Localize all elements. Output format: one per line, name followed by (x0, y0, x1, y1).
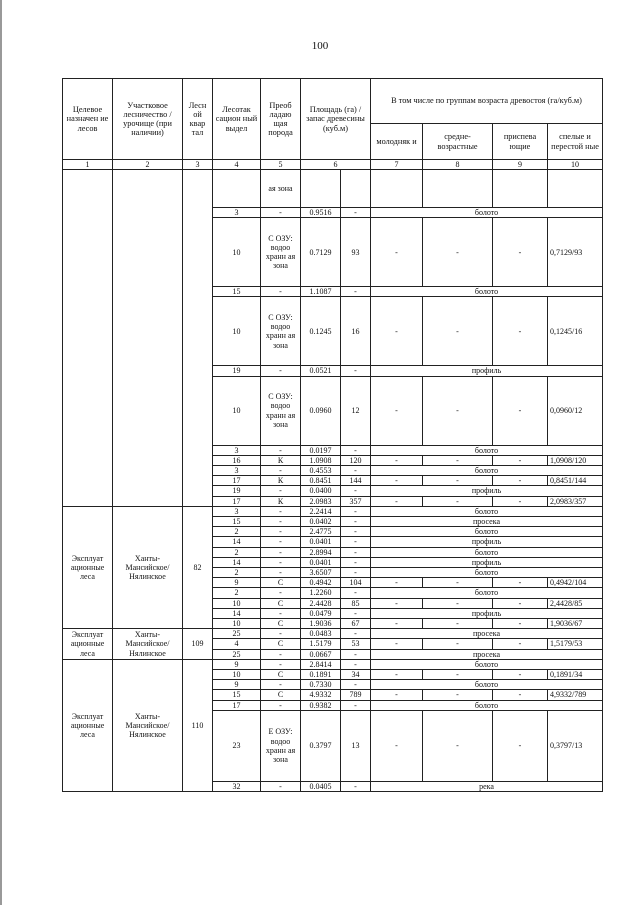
plot-cell (213, 170, 261, 208)
mature-cell: 1,5179/53 (548, 639, 603, 649)
stock-cell: 13 (341, 710, 371, 781)
species-cell: - (261, 287, 301, 297)
area-cell: 0.0405 (301, 781, 341, 791)
header-quarter: Лесн ой квар тал (183, 79, 213, 160)
plot-cell: 17 (213, 700, 261, 710)
area-cell: 1.9036 (301, 619, 341, 629)
quarter-cell: 110 (183, 659, 213, 791)
pre-mature-cell: - (493, 598, 548, 608)
stock-cell (341, 170, 371, 208)
mature-cell: 2,0983/357 (548, 496, 603, 506)
pre-mature-cell: - (493, 297, 548, 366)
area-cell: 0.3797 (301, 710, 341, 781)
young-cell: - (371, 496, 423, 506)
pre-mature-cell: - (493, 376, 548, 445)
table-row (63, 629, 603, 639)
land-type-cell: болото (371, 700, 603, 710)
plot-cell: 19 (213, 366, 261, 376)
col-number: 5 (261, 160, 301, 170)
species-cell: - (261, 208, 301, 218)
plot-cell: 2 (213, 568, 261, 578)
area-cell: 0.0667 (301, 649, 341, 659)
species-cell: - (261, 547, 301, 557)
stock-cell: 53 (341, 639, 371, 649)
species-cell: - (261, 445, 301, 455)
young-cell: - (371, 710, 423, 781)
plot-cell: 14 (213, 537, 261, 547)
land-type-cell: профиль (371, 537, 603, 547)
stock-cell: - (341, 608, 371, 618)
stock-cell: - (341, 208, 371, 218)
young-cell: - (371, 376, 423, 445)
middle-age-cell: - (423, 476, 493, 486)
land-type-cell: просека (371, 629, 603, 639)
col-number: 9 (493, 160, 548, 170)
quarter-cell (183, 170, 213, 507)
stock-cell: 16 (341, 297, 371, 366)
col-number: 7 (371, 160, 423, 170)
species-cell: - (261, 588, 301, 598)
plot-cell: 3 (213, 466, 261, 476)
area-cell: 0.4553 (301, 466, 341, 476)
table-row (63, 506, 603, 516)
pre-mature-cell: - (493, 710, 548, 781)
species-cell: - (261, 527, 301, 537)
land-type-cell: профиль (371, 557, 603, 567)
species-cell: С (261, 690, 301, 700)
stock-cell: - (341, 588, 371, 598)
plot-cell: 9 (213, 680, 261, 690)
stock-cell: 34 (341, 670, 371, 680)
middle-age-cell: - (423, 670, 493, 680)
area-cell: 2.0983 (301, 496, 341, 506)
land-type-cell: болото (371, 659, 603, 669)
land-type-cell: болото (371, 287, 603, 297)
area-cell: 0.0521 (301, 366, 341, 376)
stock-cell: - (341, 781, 371, 791)
species-cell: - (261, 649, 301, 659)
pre-mature-cell: - (493, 690, 548, 700)
plot-cell: 10 (213, 619, 261, 629)
plot-cell: 3 (213, 445, 261, 455)
area-cell: 0.0479 (301, 608, 341, 618)
area-cell: 2.8414 (301, 659, 341, 669)
stock-cell: 357 (341, 496, 371, 506)
plot-cell: 15 (213, 517, 261, 527)
species-cell: - (261, 517, 301, 527)
stock-cell: 85 (341, 598, 371, 608)
plot-cell: 10 (213, 376, 261, 445)
species-cell: С (261, 670, 301, 680)
stock-cell: - (341, 547, 371, 557)
header-pre-mature: приспева ющие (493, 124, 548, 160)
species-cell: С (261, 639, 301, 649)
stock-cell: - (341, 537, 371, 547)
land-type-cell: просека (371, 517, 603, 527)
area-cell: 0.9382 (301, 700, 341, 710)
stock-cell: - (341, 466, 371, 476)
young-cell (371, 170, 423, 208)
middle-age-cell: - (423, 218, 493, 287)
stock-cell: 144 (341, 476, 371, 486)
pre-mature-cell: - (493, 476, 548, 486)
forest-table (62, 78, 603, 792)
land-type-cell: профиль (371, 366, 603, 376)
col-number: 3 (183, 160, 213, 170)
area-cell: 0.8451 (301, 476, 341, 486)
header-mature: спелые и перестой ные (548, 124, 603, 160)
middle-age-cell: - (423, 710, 493, 781)
middle-age-cell: - (423, 578, 493, 588)
stock-cell: - (341, 568, 371, 578)
col-number: 4 (213, 160, 261, 170)
species-cell: С ОЗУ: водоо хранн ая зона (261, 218, 301, 287)
species-cell: К (261, 455, 301, 465)
area-cell: 1.0908 (301, 455, 341, 465)
stock-cell: - (341, 629, 371, 639)
middle-age-cell: - (423, 455, 493, 465)
mature-cell (548, 170, 603, 208)
species-cell: - (261, 557, 301, 567)
stock-cell: - (341, 506, 371, 516)
mature-cell: 2,4428/85 (548, 598, 603, 608)
stock-cell: - (341, 287, 371, 297)
plot-cell: 17 (213, 496, 261, 506)
species-cell: - (261, 466, 301, 476)
pre-mature-cell: - (493, 619, 548, 629)
middle-age-cell: - (423, 598, 493, 608)
header-age-groups: В том числе по группам возраста древостоя (га/куб.м) (371, 79, 603, 124)
col-number: 8 (423, 160, 493, 170)
page-number: 100 (311, 40, 329, 52)
forestry-cell: Ханты-Мансийское/ Нялинское (113, 659, 183, 791)
young-cell: - (371, 578, 423, 588)
table-row (63, 659, 603, 669)
middle-age-cell: - (423, 297, 493, 366)
header-young: молодняк и (371, 124, 423, 160)
plot-cell: 3 (213, 208, 261, 218)
species-cell: - (261, 781, 301, 791)
header-forestry: Участковое лесничество /урочище (при наличии) (113, 79, 183, 160)
middle-age-cell: - (423, 376, 493, 445)
area-cell: 2.4775 (301, 527, 341, 537)
mature-cell: 0,7129/93 (548, 218, 603, 287)
mature-cell: 0,8451/144 (548, 476, 603, 486)
stock-cell: - (341, 700, 371, 710)
middle-age-cell (423, 170, 493, 208)
stock-cell: 120 (341, 455, 371, 465)
land-type-cell: болото (371, 506, 603, 516)
area-cell: 2.8994 (301, 547, 341, 557)
plot-cell: 25 (213, 629, 261, 639)
stock-cell: 104 (341, 578, 371, 588)
species-cell: К (261, 496, 301, 506)
plot-cell: 16 (213, 455, 261, 465)
area-cell: 0.1245 (301, 297, 341, 366)
table-row (63, 170, 603, 208)
area-cell: 3.6507 (301, 568, 341, 578)
young-cell: - (371, 598, 423, 608)
species-cell: - (261, 568, 301, 578)
plot-cell: 9 (213, 578, 261, 588)
species-cell: К (261, 476, 301, 486)
col-number: 10 (548, 160, 603, 170)
mature-cell: 0,0960/12 (548, 376, 603, 445)
purpose-cell: Эксплуат ационные леса (63, 629, 113, 660)
mature-cell: 0,3797/13 (548, 710, 603, 781)
plot-cell: 3 (213, 506, 261, 516)
area-cell (301, 170, 341, 208)
stock-cell: 67 (341, 619, 371, 629)
species-cell: - (261, 366, 301, 376)
stock-cell: 93 (341, 218, 371, 287)
land-type-cell: профиль (371, 608, 603, 618)
species-cell: - (261, 486, 301, 496)
species-cell: - (261, 537, 301, 547)
plot-cell: 19 (213, 486, 261, 496)
area-cell: 0.7330 (301, 680, 341, 690)
plot-cell: 32 (213, 781, 261, 791)
area-cell: 1.2260 (301, 588, 341, 598)
plot-cell: 14 (213, 557, 261, 567)
plot-cell: 2 (213, 527, 261, 537)
plot-cell: 10 (213, 297, 261, 366)
land-type-cell: болото (371, 527, 603, 537)
stock-cell: - (341, 649, 371, 659)
stock-cell: - (341, 680, 371, 690)
species-cell: - (261, 629, 301, 639)
header-plot: Лесотак сацион ный выдел (213, 79, 261, 160)
young-cell: - (371, 619, 423, 629)
quarter-cell: 82 (183, 506, 213, 628)
plot-cell: 2 (213, 547, 261, 557)
stock-cell: - (341, 659, 371, 669)
header-area: Площадь (га) /запас древесины (куб.м) (301, 79, 371, 160)
mature-cell: 4,9332/789 (548, 690, 603, 700)
pre-mature-cell: - (493, 218, 548, 287)
land-type-cell: болото (371, 547, 603, 557)
species-cell: - (261, 700, 301, 710)
middle-age-cell: - (423, 639, 493, 649)
plot-cell: 2 (213, 588, 261, 598)
area-cell: 0.1891 (301, 670, 341, 680)
pre-mature-cell: - (493, 670, 548, 680)
plot-cell: 23 (213, 710, 261, 781)
plot-cell: 14 (213, 608, 261, 618)
stock-cell: - (341, 517, 371, 527)
plot-cell: 15 (213, 690, 261, 700)
stock-cell: 12 (341, 376, 371, 445)
mature-cell: 0,1891/34 (548, 670, 603, 680)
area-cell: 0.0197 (301, 445, 341, 455)
plot-cell: 4 (213, 639, 261, 649)
middle-age-cell: - (423, 690, 493, 700)
land-type-cell: болото (371, 568, 603, 578)
land-type-cell: профиль (371, 486, 603, 496)
purpose-cell (63, 170, 113, 507)
species-cell: Е ОЗУ: водоо хранн ая зона (261, 710, 301, 781)
pre-mature-cell (493, 170, 548, 208)
area-cell: 2.2414 (301, 506, 341, 516)
stock-cell: - (341, 527, 371, 537)
forestry-cell: Ханты-Мансийское/ Нялинское (113, 629, 183, 660)
land-type-cell: болото (371, 680, 603, 690)
forestry-cell (113, 170, 183, 507)
forestry-cell: Ханты-Мансийское/ Нялинское (113, 506, 183, 628)
mature-cell: 0,4942/104 (548, 578, 603, 588)
purpose-cell: Эксплуат ационные леса (63, 506, 113, 628)
species-cell: - (261, 506, 301, 516)
area-cell: 1.5179 (301, 639, 341, 649)
species-cell: С ОЗУ: водоо хранн ая зона (261, 297, 301, 366)
area-cell: 0.0401 (301, 537, 341, 547)
young-cell: - (371, 297, 423, 366)
land-type-cell: болото (371, 466, 603, 476)
area-cell: 0.0483 (301, 629, 341, 639)
stock-cell: - (341, 366, 371, 376)
middle-age-cell: - (423, 496, 493, 506)
pre-mature-cell: - (493, 578, 548, 588)
stock-cell: - (341, 486, 371, 496)
area-cell: 0.0400 (301, 486, 341, 496)
species-cell: С ОЗУ: водоо хранн ая зона (261, 376, 301, 445)
species-cell: - (261, 659, 301, 669)
species-cell: ая зона (261, 170, 301, 208)
plot-cell: 9 (213, 659, 261, 669)
species-cell: С (261, 578, 301, 588)
young-cell: - (371, 218, 423, 287)
young-cell: - (371, 455, 423, 465)
area-cell: 0.0960 (301, 376, 341, 445)
scan-edge (0, 0, 2, 905)
plot-cell: 10 (213, 670, 261, 680)
stock-cell: - (341, 557, 371, 567)
mature-cell: 0,1245/16 (548, 297, 603, 366)
area-cell: 0.0402 (301, 517, 341, 527)
young-cell: - (371, 639, 423, 649)
plot-cell: 15 (213, 287, 261, 297)
pre-mature-cell: - (493, 639, 548, 649)
area-cell: 0.0401 (301, 557, 341, 567)
header-purpose: Целевое назначен ие лесов (63, 79, 113, 160)
area-cell: 0.4942 (301, 578, 341, 588)
pre-mature-cell: - (493, 455, 548, 465)
young-cell: - (371, 690, 423, 700)
purpose-cell: Эксплуат ационные леса (63, 659, 113, 791)
stock-cell: - (341, 445, 371, 455)
area-cell: 1.1087 (301, 287, 341, 297)
plot-cell: 25 (213, 649, 261, 659)
species-cell: - (261, 608, 301, 618)
area-cell: 4.9332 (301, 690, 341, 700)
header-species: Преоб ладаю щая порода (261, 79, 301, 160)
area-cell: 0.7129 (301, 218, 341, 287)
col-number: 1 (63, 160, 113, 170)
area-cell: 0.9516 (301, 208, 341, 218)
col-number: 2 (113, 160, 183, 170)
plot-cell: 10 (213, 598, 261, 608)
land-type-cell: просека (371, 649, 603, 659)
col-number: 6 (301, 160, 371, 170)
land-type-cell: река (371, 781, 603, 791)
pre-mature-cell: - (493, 496, 548, 506)
species-cell: - (261, 680, 301, 690)
species-cell: С (261, 619, 301, 629)
header-middle: средне-возрастные (423, 124, 493, 160)
area-cell: 2.4428 (301, 598, 341, 608)
species-cell: С (261, 598, 301, 608)
young-cell: - (371, 670, 423, 680)
mature-cell: 1,9036/67 (548, 619, 603, 629)
young-cell: - (371, 476, 423, 486)
middle-age-cell: - (423, 619, 493, 629)
plot-cell: 10 (213, 218, 261, 287)
land-type-cell: болото (371, 445, 603, 455)
mature-cell: 1,0908/120 (548, 455, 603, 465)
stock-cell: 789 (341, 690, 371, 700)
quarter-cell: 109 (183, 629, 213, 660)
plot-cell: 17 (213, 476, 261, 486)
land-type-cell: болото (371, 588, 603, 598)
land-type-cell: болото (371, 208, 603, 218)
